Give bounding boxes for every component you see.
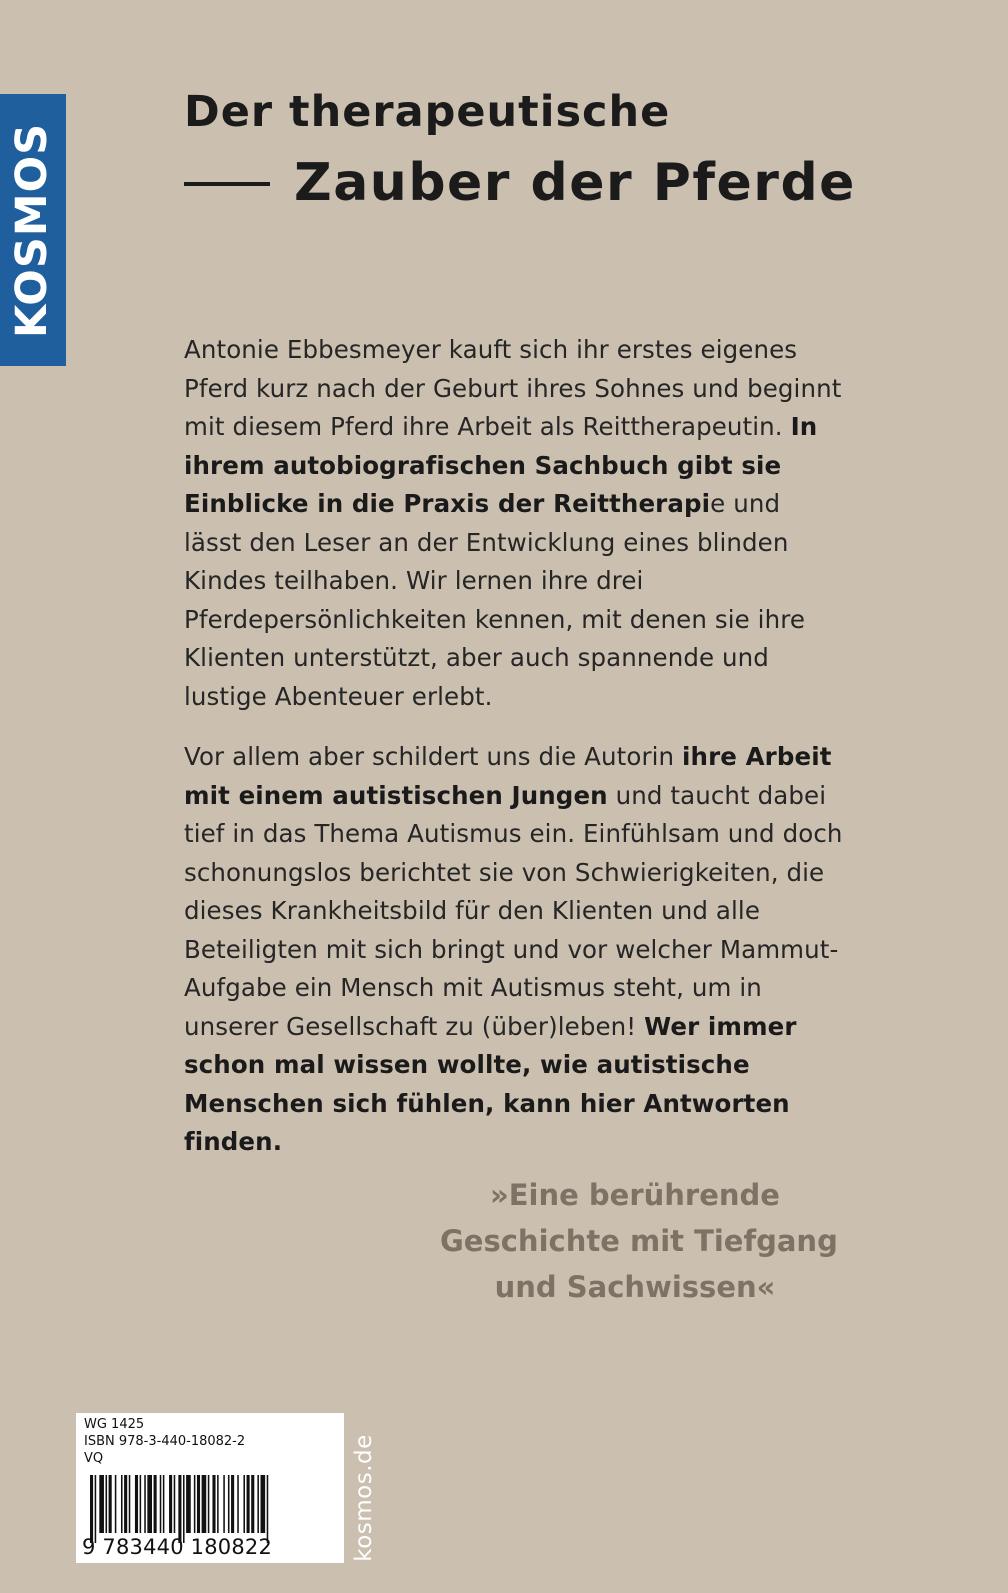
barcode-bar: [154, 1475, 157, 1533]
barcode-bars: [84, 1475, 332, 1543]
barcode-bar: [140, 1475, 142, 1533]
publisher-logo-tab: [0, 94, 66, 366]
barcode-bar: [261, 1475, 266, 1533]
barcode-bar: [251, 1475, 254, 1533]
barcode-bar: [174, 1475, 176, 1533]
barcode-bar: [217, 1475, 219, 1533]
blurb-p2-bold-1: ihre Arbeit mit einem autistischen Jungen: [184, 742, 832, 810]
barcode-bar: [212, 1475, 215, 1533]
barcode-bar: [194, 1475, 196, 1533]
barcode-bar: [124, 1475, 127, 1533]
pull-quote: [440, 1172, 838, 1310]
headline-line-2-row: [184, 155, 904, 212]
barcode-bar: [95, 1475, 97, 1543]
headline-line-2: Zauber der Pferde: [294, 153, 856, 214]
website-url-text: kosmos.de: [351, 1434, 377, 1562]
barcode-bar: [186, 1475, 191, 1533]
barcode-bar: [237, 1475, 239, 1533]
pull-quote-line-2: Geschichte mit Tiefgang: [440, 1224, 838, 1258]
barcode-bar: [243, 1475, 245, 1533]
barcode-bar: [183, 1475, 185, 1543]
barcode-bar: [163, 1475, 165, 1533]
barcode-bar: [202, 1475, 207, 1533]
barcode-bar: [231, 1475, 234, 1533]
barcode-bar: [267, 1475, 269, 1543]
barcode-wg: WG 1425: [84, 1417, 145, 1432]
barcode-vq: VQ: [84, 1451, 104, 1466]
blurb-p2-mid: und taucht dabei tief in das Thema Autismus ein. Einfühlsam und doch schonungslos berichtet sie von Schwierigkeiten, die dieses Krankheitsbild für den Klienten und alle Beteiligten mit sich bringt und vor welcher Mammut-Aufgabe ein Mensch mit Autismus steht, um in unserer Gesellschaft zu (über)leben!: [184, 780, 843, 1041]
barcode-bar: [90, 1475, 93, 1543]
publisher-logo-text: KOSMOS: [7, 122, 58, 338]
blurb-p1-rest: e und lässt den Leser an der Entwicklung eines blinden Kindes teilhaben. Wir lernen ihre drei Pferdepersönlichkeiten kennen, mit denen sie ihre Klienten unterstützt, aber auch spannende und lustige Abenteuer erlebt.: [184, 489, 806, 711]
barcode-bar: [147, 1475, 152, 1533]
barcode-bar: [144, 1475, 146, 1533]
barcode-bar: [160, 1475, 162, 1533]
blurb-paragraph-1: [184, 331, 844, 716]
headline: [184, 88, 904, 213]
pull-quote-line-3: und Sachwissen«: [494, 1270, 776, 1304]
barcode-bar: [178, 1475, 181, 1543]
pull-quote-line-1: »Eine berührende: [490, 1178, 780, 1212]
website-url: [340, 1434, 388, 1562]
barcode-bar: [223, 1475, 225, 1533]
headline-line-1: Der therapeutische: [184, 87, 671, 137]
blurb-p2-intro: Vor allem aber schildert uns die Autorin: [184, 742, 683, 771]
barcode-bar: [109, 1475, 112, 1533]
barcode-digits: 9 783440 180822: [82, 1535, 273, 1559]
blurb-p1-intro: Antonie Ebbesmeyer kauft sich ihr erstes eigenes Pferd kurz nach der Geburt ihres Sohnes und beginnt mit diesem Pferd ihre Arbeit als Reittherapeutin.: [184, 335, 842, 441]
barcode-bar: [257, 1475, 259, 1533]
blurb-p1-bold: In ihrem autobiografischen Sachbuch gibt sie Einblicke in die Praxis der Reittherapi: [184, 412, 818, 518]
barcode-bar: [129, 1475, 131, 1533]
barcode-bar: [169, 1475, 172, 1533]
blurb-p2-bold-2: Wer immer schon mal wissen wollte, wie autistische Menschen sich fühlen, kann hier Antworten finden.: [184, 1011, 797, 1156]
headline-dash-rule: [184, 182, 270, 186]
blurb-text: [184, 331, 844, 1162]
barcode-panel: [76, 1413, 344, 1563]
barcode-bar: [99, 1475, 104, 1533]
barcode-bar: [121, 1475, 123, 1533]
barcode-bar: [228, 1475, 230, 1533]
barcode-bar: [135, 1475, 138, 1533]
barcode-bar: [115, 1475, 117, 1533]
barcode-isbn: ISBN 978-3-440-18082-2: [84, 1434, 246, 1449]
barcode-bar: [197, 1475, 200, 1533]
barcode-bar: [208, 1475, 210, 1533]
barcode-bar: [106, 1475, 108, 1533]
barcode-bar: [247, 1475, 250, 1533]
blurb-paragraph-2: [184, 738, 844, 1162]
barcode-metadata: [84, 1416, 245, 1467]
